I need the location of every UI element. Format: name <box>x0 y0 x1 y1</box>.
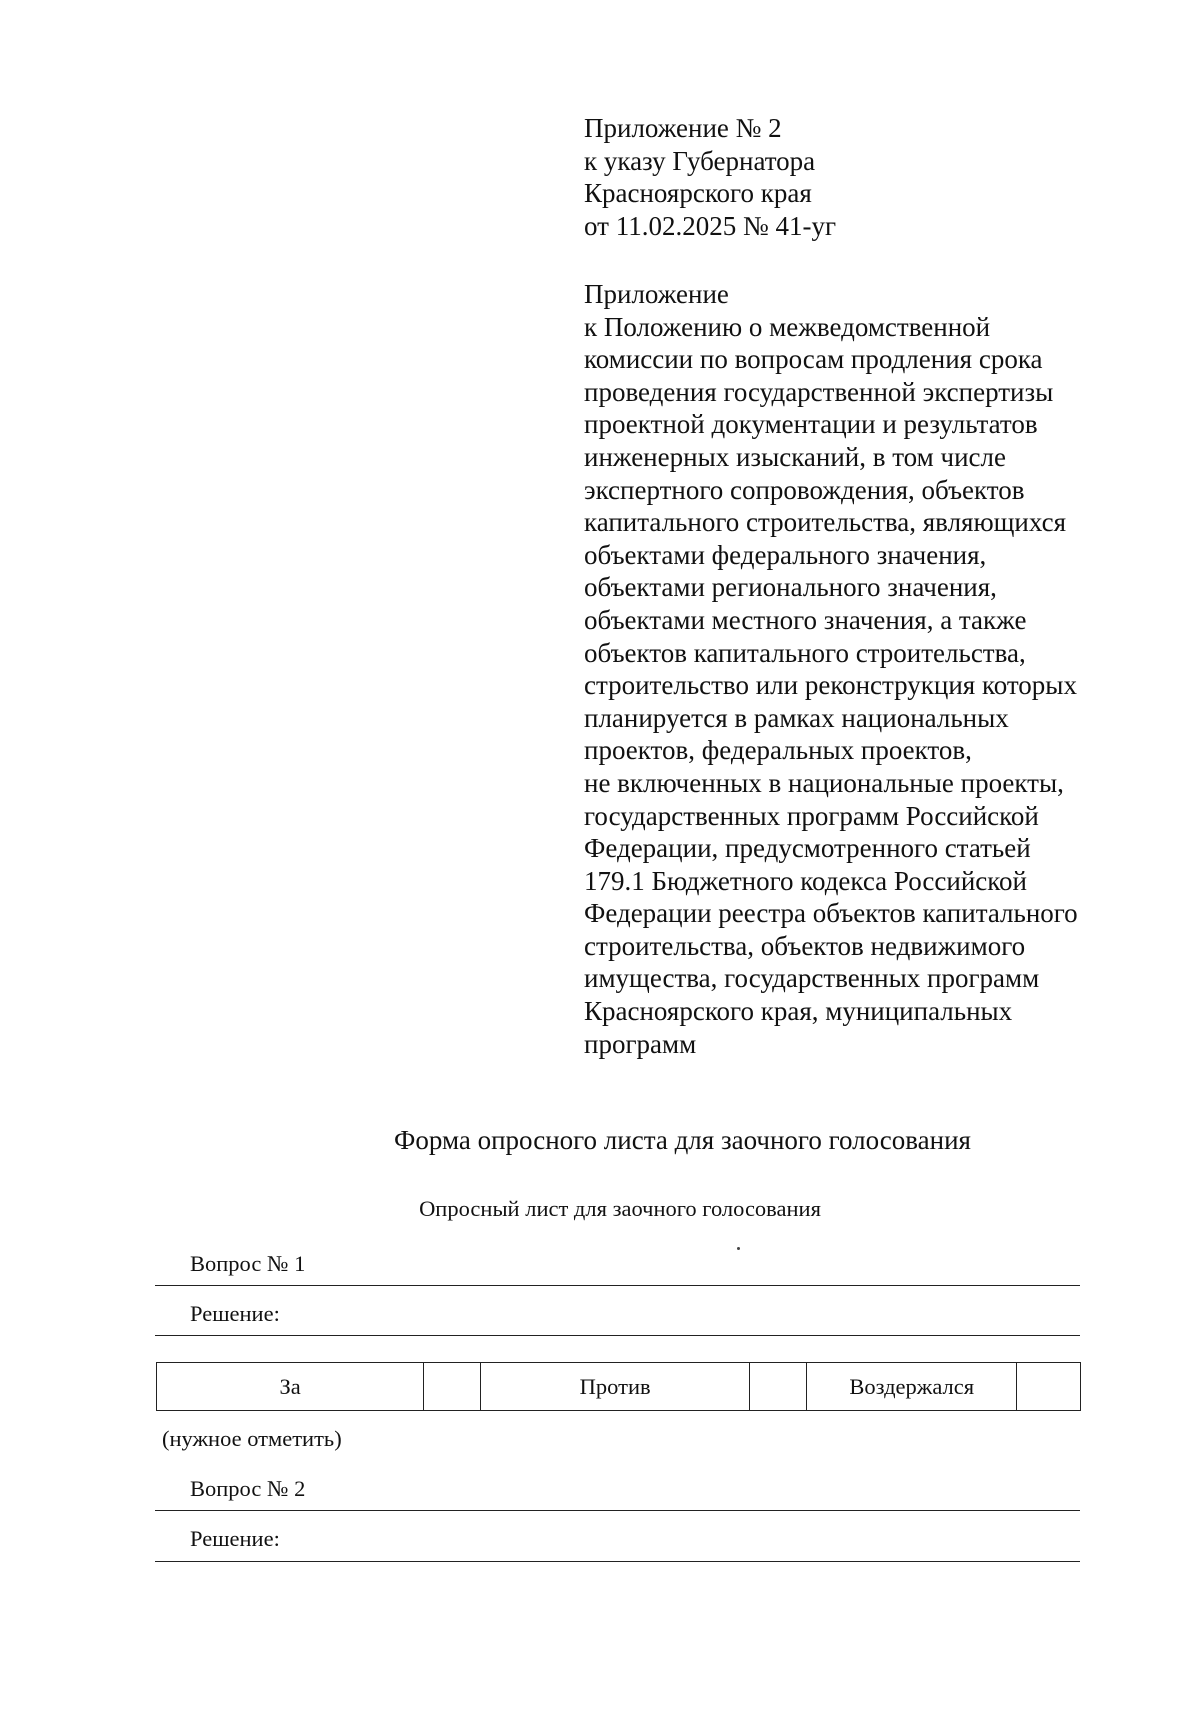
appendix-line: Федерации реестра объектов капитального <box>584 898 1078 929</box>
question-1-label: Вопрос № 1 <box>190 1251 306 1276</box>
vote-abstain-checkbox[interactable] <box>1017 1363 1081 1411</box>
appendix-line: государственных программ Российской <box>584 800 1039 831</box>
vote-abstain-label: Воздержался <box>807 1363 1017 1411</box>
appendix-line: строительство или реконструкция которых <box>584 670 1077 701</box>
appendix-line: объектами местного значения, а также <box>584 604 1027 635</box>
vote-for-checkbox[interactable] <box>424 1363 481 1411</box>
appendix-line: имущества, государственных программ <box>584 963 1040 994</box>
header-line: Приложение № 2 <box>584 113 782 143</box>
appendix-line: проектов, федеральных проектов, <box>584 735 972 766</box>
question-1-answer-line[interactable] <box>155 1285 1080 1286</box>
appendix-line: инженерных изысканий, в том числе <box>584 441 1006 472</box>
header-line: от 11.02.2025 № 41-уг <box>584 210 837 241</box>
appendix-line: проектной документации и результатов <box>584 409 1038 440</box>
appendix-line: объектов капитального строительства, <box>584 637 1026 668</box>
question-2-decision-label: Решение: <box>190 1526 280 1551</box>
appendix-line: планируется в рамках национальных <box>584 702 1009 733</box>
question-1-decision-label: Решение: <box>190 1301 280 1326</box>
appendix-line: строительства, объектов недвижимого <box>584 930 1026 961</box>
appendix-line: к Положению о межведомственной <box>584 311 991 342</box>
appendix-line: 179.1 Бюджетного кодекса Российской <box>584 865 1027 896</box>
appendix-line: Красноярского края, муниципальных <box>584 996 1013 1027</box>
appendix-line: капитального строительства, являющихся <box>584 507 1067 538</box>
appendix-line: проведения государственной экспертизы <box>584 376 1054 407</box>
appendix-reference <box>584 278 1144 1060</box>
vote-table <box>156 1362 1081 1411</box>
appendix-line: объектами федерального значения, <box>584 539 987 570</box>
header-line: к указу Губернатора <box>584 145 816 176</box>
appendix-line: комиссии по вопросам продления срока <box>584 344 1043 375</box>
appendix-line: Федерации, предусмотренного статьей <box>584 833 1031 864</box>
vote-against-label: Против <box>480 1363 750 1411</box>
question-1-decision-line[interactable] <box>155 1335 1080 1336</box>
vote-against-checkbox[interactable] <box>750 1363 807 1411</box>
sheet-title: Опросный лист для заочного голосования <box>419 1196 821 1221</box>
scan-speck <box>737 1247 740 1250</box>
appendix-line: не включенных в национальные проекты, <box>584 767 1064 798</box>
header-line: Красноярского края <box>584 178 812 209</box>
appendix-header <box>584 112 1144 242</box>
appendix-line: Приложение <box>584 279 729 309</box>
vote-row <box>157 1363 1081 1411</box>
question-2-label: Вопрос № 2 <box>190 1476 306 1501</box>
question-2-decision-line[interactable] <box>155 1561 1080 1562</box>
appendix-line: программ <box>584 1028 697 1059</box>
mark-required-note: (нужное отметить) <box>162 1426 342 1451</box>
question-2-answer-line[interactable] <box>155 1510 1080 1511</box>
appendix-line: экспертного сопровождения, объектов <box>584 474 1025 505</box>
form-title: Форма опросного листа для заочного голосования <box>394 1125 971 1155</box>
appendix-line: объектами регионального значения, <box>584 572 997 603</box>
vote-for-label: За <box>157 1363 424 1411</box>
